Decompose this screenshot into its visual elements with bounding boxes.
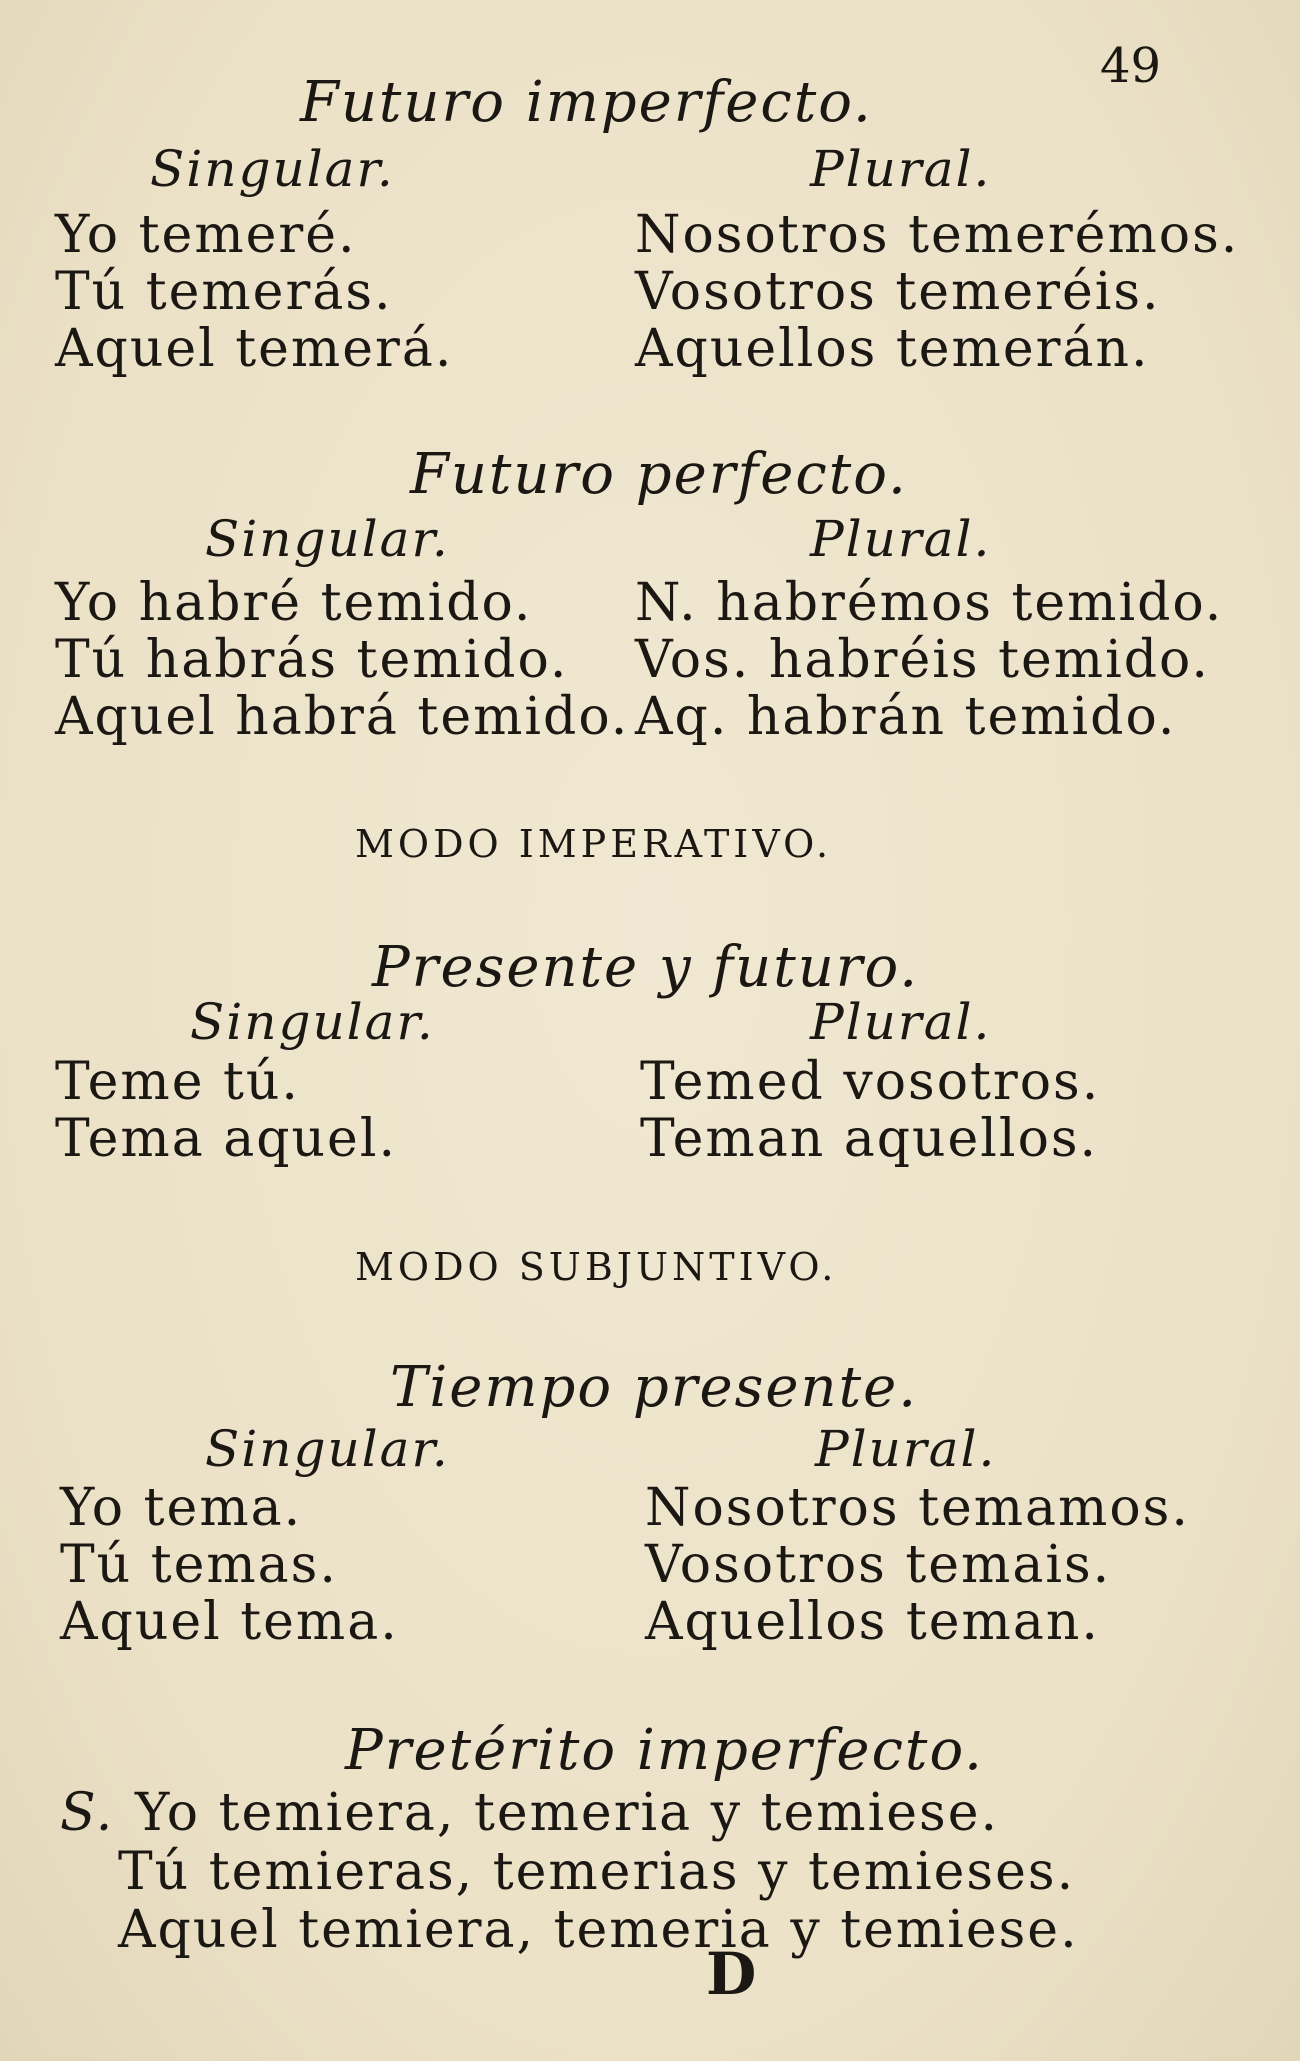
tiempo-presente-plural-2: Vosotros temais. — [645, 1535, 1112, 1595]
futuro-imperfecto-singular-1: Yo temeré. — [55, 205, 357, 265]
preterito-singular-label: S. — [60, 1783, 115, 1843]
preterito-line-3: Aquel temiera, temeria y temiese. — [118, 1900, 1079, 1960]
futuro-perfecto-plural-3: Aq. habrán temido. — [635, 687, 1177, 747]
preterito-line-1: Yo temiera, temeria y temiese. — [135, 1783, 999, 1843]
futuro-perfecto-plural-1: N. habrémos temido. — [635, 573, 1224, 633]
futuro-perfecto-singular-3: Aquel habrá temido. — [55, 687, 630, 747]
futuro-perfecto-singular-1: Yo habré temido. — [55, 573, 533, 633]
tiempo-presente-plural-1: Nosotros temamos. — [645, 1478, 1190, 1538]
futuro-imperfecto-plural-3: Aquellos temerán. — [635, 319, 1150, 379]
tiempo-presente-singular-3: Aquel tema. — [60, 1592, 399, 1652]
futuro-imperfecto-singular-3: Aquel temerá. — [55, 319, 454, 379]
tiempo-presente-singular-2: Tú temas. — [60, 1535, 338, 1595]
modo-imperativo-heading: MODO IMPERATIVO. — [355, 822, 833, 866]
futuro-imperfecto-title: Futuro imperfecto. — [300, 70, 873, 135]
presente-futuro-plural-1: Temed vosotros. — [640, 1052, 1101, 1112]
futuro-imperfecto-plural-1: Nosotros temerémos. — [635, 205, 1240, 265]
futuro-perfecto-title: Futuro perfecto. — [410, 442, 908, 507]
futuro-imperfecto-singular-label: Singular. — [150, 140, 395, 198]
presente-futuro-singular-label: Singular. — [190, 993, 435, 1051]
page-number: 49 — [1100, 38, 1162, 94]
futuro-perfecto-plural-2: Vos. habréis temido. — [635, 630, 1210, 690]
futuro-imperfecto-plural-2: Vosotros temeréis. — [635, 262, 1161, 322]
presente-futuro-title: Presente y futuro. — [372, 935, 920, 1000]
preterito-line-2: Tú temieras, temerias y temieses. — [118, 1842, 1076, 1902]
catchword: D — [706, 1940, 757, 2008]
futuro-perfecto-plural-label: Plural. — [810, 510, 992, 568]
presente-futuro-singular-1: Teme tú. — [55, 1052, 300, 1112]
preterito-imperfecto-title: Pretérito imperfecto. — [345, 1718, 984, 1783]
presente-futuro-plural-label: Plural. — [810, 993, 992, 1051]
tiempo-presente-singular-1: Yo tema. — [60, 1478, 303, 1538]
futuro-imperfecto-plural-label: Plural. — [810, 140, 992, 198]
tiempo-presente-plural-3: Aquellos teman. — [645, 1592, 1100, 1652]
modo-subjuntivo-heading: MODO SUBJUNTIVO. — [355, 1245, 838, 1289]
futuro-perfecto-singular-label: Singular. — [205, 510, 450, 568]
presente-futuro-plural-2: Teman aquellos. — [640, 1109, 1099, 1169]
presente-futuro-singular-2: Tema aquel. — [55, 1109, 397, 1169]
tiempo-presente-singular-label: Singular. — [205, 1420, 450, 1478]
tiempo-presente-plural-label: Plural. — [815, 1420, 997, 1478]
futuro-imperfecto-singular-2: Tú temerás. — [55, 262, 393, 322]
futuro-perfecto-singular-2: Tú habrás temido. — [55, 630, 569, 690]
tiempo-presente-title: Tiempo presente. — [390, 1355, 919, 1420]
